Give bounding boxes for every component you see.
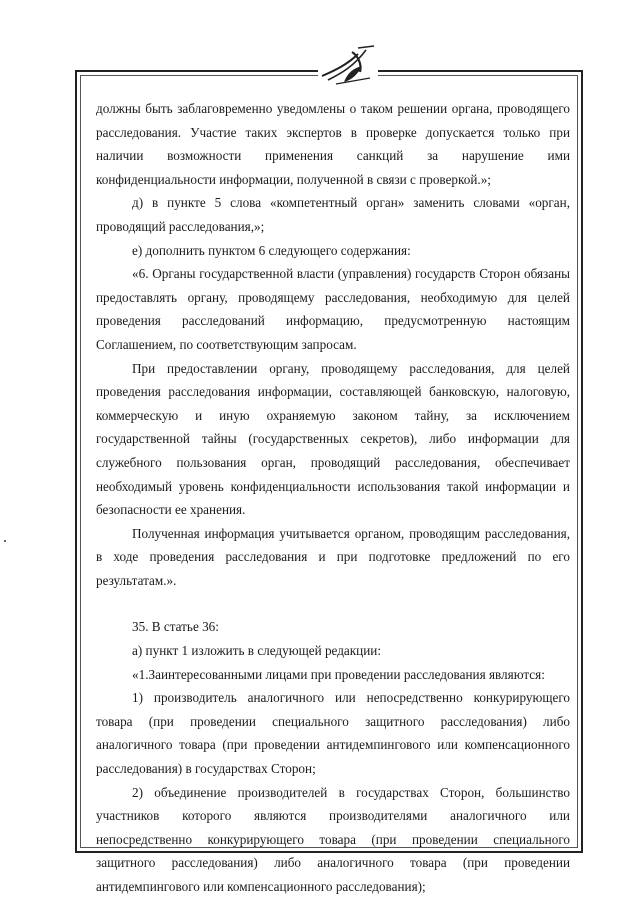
scan-speck (4, 540, 6, 542)
emblem-logo-icon (318, 42, 378, 92)
document-body (96, 97, 570, 899)
paragraph-list-item-2: 2) объединение производителей в государствах Сторон, большинство участников которого являются производителями аналогичного или непосредственно конкурирующего товара (при проведении специального защитного расследования) либо аналогичного товара (при проведении антидемпингового или компенсационного расследования); (96, 784, 570, 894)
paragraph-received-info: Полученная информация учитывается органом, проводящим расследования, в ходе проведения расследования и при подготовке предложений по его результатам.». (96, 525, 570, 588)
paragraph-continuation: должны быть заблаговременно уведомлены о таком решении органа, проводящего расследования. Участие таких экспертов в проверке допускается только при наличии возможности применения санкций за нарушение ими конфиденциальности информации, полученной в связи с проверкой.»; (96, 101, 570, 187)
paragraph-confidentiality: При предоставлении органу, проводящему расследования, для целей проведения расследования информации, составляющей банковскую, налоговую, коммерческую и иную охраняемую законом тайну, за исключением государственной тайны (государственных секретов), либо информации для служебного пользования орган, проводящий расследования, обеспечивает необходимый уровень конфиденциальности использования такой информации и безопасности ее хранения. (96, 360, 570, 518)
paragraph-item-a: а) пункт 1 изложить в следующей редакции: (132, 643, 382, 659)
paragraph-item-e: е) дополнить пунктом 6 следующего содержания: (132, 242, 411, 258)
paragraph-list-item-1: 1) производитель аналогичного или непосредственно конкурирующего товара (при проведении специального защитного расследования) либо аналогичного товара (при проведении антидемпингового или компенсационного расследования) в государствах Сторон; (96, 690, 570, 777)
paragraph-interested-parties: «1.Заинтересованными лицами при проведении расследования являются: (132, 666, 545, 682)
section-gap (96, 592, 570, 615)
paragraph-article-36: 35. В статье 36: (132, 619, 219, 635)
paragraph-item-d: д) в пункте 5 слова «компетентный орган» заменить словами «орган, проводящий расследования,»; (96, 195, 570, 234)
paragraph-point-6: «6. Органы государственной власти (управления) государств Сторон обязаны предоставлять органу, проводящему расследования, необходимую для целей проведения расследований информацию, предусмотренную настоящим Соглашением, по соответствующим запросам. (96, 266, 570, 352)
